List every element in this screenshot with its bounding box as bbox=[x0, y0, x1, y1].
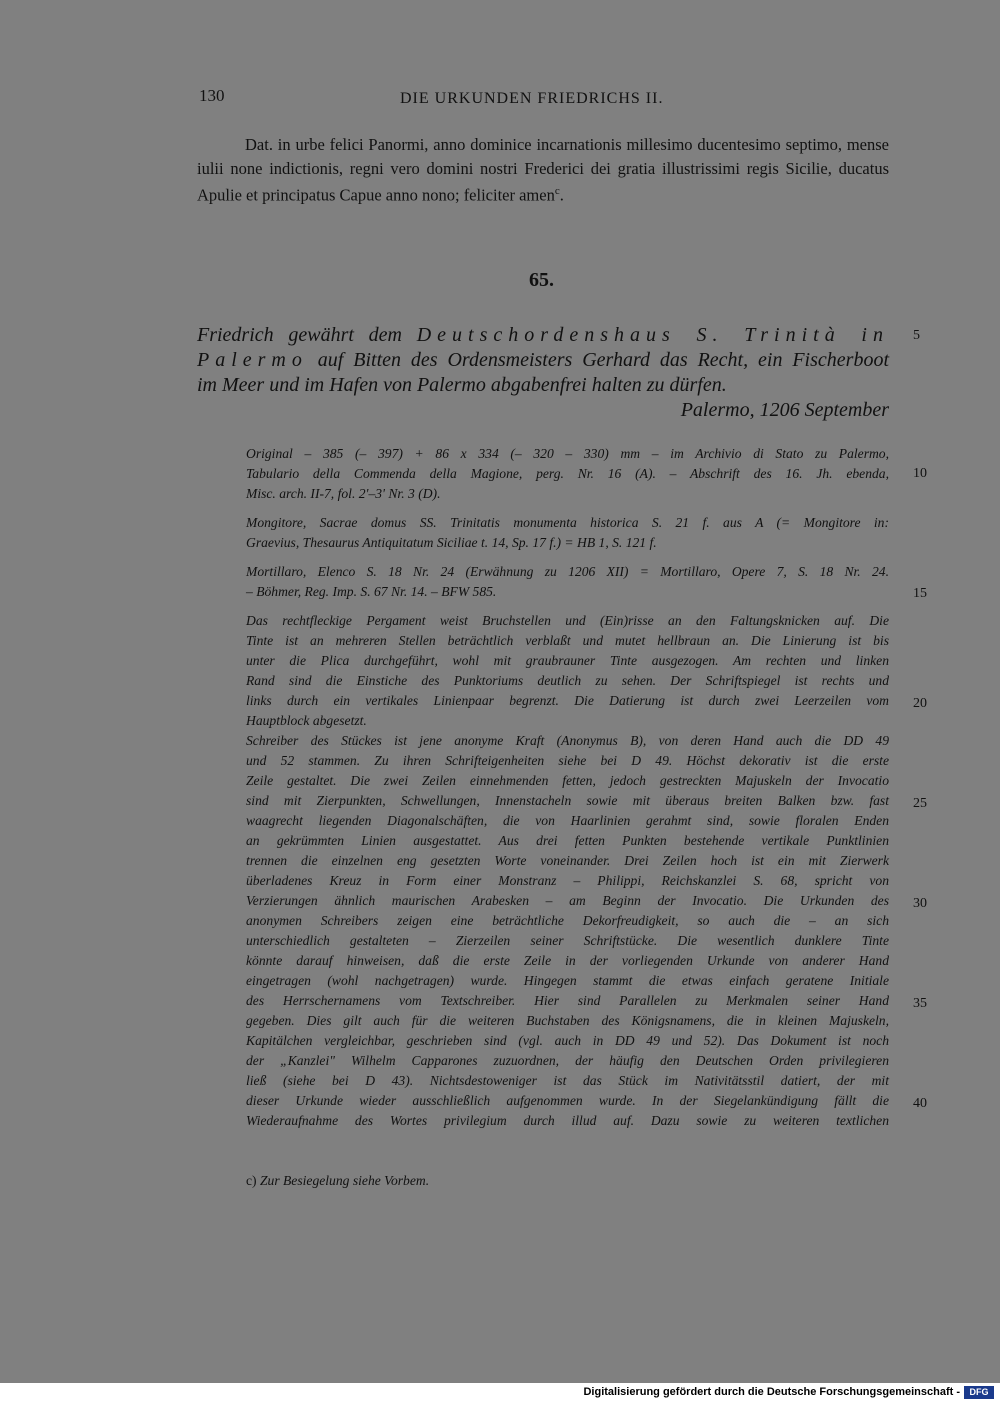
apparatus-editions bbox=[246, 513, 889, 553]
line-number: 5 bbox=[913, 328, 920, 343]
apparatus-line: Misc. arch. II-7, fol. 2'–3' Nr. 3 (D). bbox=[246, 486, 441, 501]
dfg-banner bbox=[0, 1383, 1000, 1403]
regest-date: Palermo, 1206 September bbox=[680, 399, 889, 421]
apparatus-line: ließ (siehe bei D 43). Nichtsdestoweniger ist das Stück im Nativitätsstil datiert, der mit bbox=[246, 1073, 889, 1088]
dating-clause-end: . bbox=[559, 185, 564, 205]
apparatus-line: trennen die einzelnen eng gesetzten Worte voneinander. Drei Zeilen hoch ist ein mit Zierwerk bbox=[246, 853, 889, 868]
apparatus-line: überladenes Kreuz in Form einer Monstranz – Philippi, Reichskanzlei S. 68, spricht von bbox=[246, 873, 889, 888]
apparatus-line: Mongitore, Sacrae domus SS. Trinitatis monumenta historica S. 21 f. aus A (= Mongitore in: bbox=[246, 515, 889, 530]
apparatus-line: der „Kanzlei" Wilhelm Capparones zuzuordnen, der häufig den Deutschen Orden privilegieren bbox=[246, 1053, 889, 1068]
regest-line-2 bbox=[197, 348, 889, 373]
dating-clause bbox=[197, 133, 889, 207]
apparatus-line: unter die Plica durchgeführt, wohl mit graubrauner Tinte ausgezogen. Am rechten und linken bbox=[246, 653, 889, 668]
dfg-banner-text: Digitalisierung gefördert durch die Deutsche Forschungsgemeinschaft - bbox=[583, 1386, 960, 1398]
apparatus-line: Kapitälchen vergleichbar, geschrieben sind (vgl. auch in DD 49 und 52). Das Dokument ist noch bbox=[246, 1033, 889, 1048]
regest-line-3: im Meer und im Hafen von Palermo abgabenfrei halten zu dürfen. bbox=[197, 374, 727, 396]
dfg-logo-icon: DFG bbox=[964, 1386, 994, 1399]
line-number: 25 bbox=[913, 796, 927, 811]
apparatus-line: des Herrschernamens vom Textschreiber. Hier sind Parallelen zu Merkmalen seiner Hand bbox=[246, 993, 889, 1008]
footnote-text: Zur Besiegelung siehe Vorbem. bbox=[256, 1173, 430, 1188]
document-number: 65. bbox=[529, 269, 554, 291]
apparatus-line: dieser Urkunde wieder ausschließlich aufgenommen wurde. In der Siegelankündigung fällt die bbox=[246, 1093, 889, 1108]
apparatus-line: könnte darauf hinweisen, daß die erste Zeile in der vorliegenden Urkunde von anderer Hand bbox=[246, 953, 889, 968]
apparatus-line: Das rechtfleckige Pergament weist Bruchstellen und (Ein)risse an den Faltungsknicken auf. Die bbox=[246, 613, 889, 628]
apparatus-line: Verzierungen ähnlich maurischen Arabesken – am Beginn der Invocatio. Die Urkunden des bbox=[246, 893, 889, 908]
apparatus-regesta bbox=[246, 562, 889, 602]
apparatus-line: Mortillaro, Elenco S. 18 Nr. 24 (Erwähnung zu 1206 XII) = Mortillaro, Opere 7, S. 18 Nr. 24. bbox=[246, 564, 889, 579]
regest-text: auf Bitten des Ordensmeisters Gerhard das Recht, ein Fischerboot bbox=[307, 349, 889, 371]
apparatus-line: an gekrümmten Linien ausgestattet. Aus drei fetten Punkten bestehende vertikale Punktlinien bbox=[246, 833, 889, 848]
page-number: 130 bbox=[199, 86, 225, 105]
line-number: 40 bbox=[913, 1096, 927, 1111]
apparatus-line: anonymen Schreibers zeigen eine beträchtliche Dekorfreudigkeit, so auch die – an sich bbox=[246, 913, 889, 928]
footnote bbox=[246, 1173, 429, 1189]
apparatus-line: links durch ein vertikales Linienpaar begrenzt. Die Datierung ist durch zwei Leerzeilen vom bbox=[246, 693, 889, 708]
footnote-reference: c bbox=[554, 185, 560, 197]
regest-spaced-name: Deutschordenshaus S. Trinità in bbox=[416, 324, 889, 346]
apparatus-transmission bbox=[246, 444, 889, 504]
apparatus-line: eingetragen (wohl nachgetragen) wurde. Hingegen stammt die etwas einfach geratene Initiale bbox=[246, 973, 889, 988]
apparatus-line: Tabulario della Commenda della Magione, perg. Nr. 16 (A). – Abschrift des 16. Jh. ebenda, bbox=[246, 466, 889, 481]
regest-text: Friedrich gewährt dem bbox=[197, 324, 417, 346]
apparatus-line: Original – 385 (– 397) + 86 x 334 (– 320 – 330) mm – im Archivio di Stato zu Palermo, bbox=[246, 446, 889, 461]
apparatus-line: unterschiedlich gestalteten – Zierzeilen seiner Schriftstücke. Die wesentlich dunklere Tinte bbox=[246, 933, 889, 948]
apparatus-line: und 52 stammen. Zu ihren Schrifteigenheiten siehe bei D 49. Höchst dekorativ ist die erste bbox=[246, 753, 889, 768]
footnote-mark: c) bbox=[246, 1173, 257, 1188]
dating-clause-text: Dat. in urbe felici Panormi, anno dominice incarnationis millesimo ducentesimo septimo, mense iulii none indictionis, regni vero domini nostri Frederici dei gratia illustrissimi regis Sicilie, ducatus Apulie et principatus Capue anno nono; feliciter amen bbox=[197, 135, 889, 205]
apparatus-line: Schreiber des Stückes ist jene anonyme Kraft (Anonymus B), von deren Hand auch die DD 49 bbox=[246, 733, 889, 748]
apparatus-line: sind mit Zierpunkten, Schwellungen, Innenstacheln sowie mit überaus breiten Balken bzw. fast bbox=[246, 793, 889, 808]
regest bbox=[197, 323, 889, 423]
line-number: 10 bbox=[913, 466, 927, 481]
apparatus-line: Tinte ist an mehreren Stellen beträchtlich verblaßt und mutet hellbraun an. Die Linierung ist bis bbox=[246, 633, 889, 648]
line-number: 15 bbox=[913, 586, 927, 601]
apparatus-line: Graevius, Thesaurus Antiquitatum Siciliae t. 14, Sp. 17 f.) = HB 1, S. 121 f. bbox=[246, 535, 657, 550]
apparatus-description bbox=[246, 611, 889, 1131]
line-number: 20 bbox=[913, 696, 927, 711]
apparatus-line: Rand sind die Einstiche des Punktoriums deutlich zu sehen. Der Schriftspiegel ist rechts und bbox=[246, 673, 889, 688]
apparatus bbox=[246, 444, 889, 1131]
regest-spaced-place: Palermo bbox=[197, 349, 308, 371]
apparatus-line: Hauptblock abgesetzt. bbox=[246, 713, 367, 728]
apparatus-line: Zeile gestaltet. Die zwei Zeilen einnehmenden fetten, jedoch gestreckten Majuskeln der Invocatio bbox=[246, 773, 889, 788]
apparatus-line: gegeben. Dies gilt auch für die weiteren Buchstaben des Königsnamens, die in kleinen Majuskeln, bbox=[246, 1013, 889, 1028]
apparatus-line: waagrecht liegenden Diagonalschäften, die von Haarlinien gerahmt sind, sowie floralen Enden bbox=[246, 813, 889, 828]
line-number: 30 bbox=[913, 896, 927, 911]
apparatus-line: Wiederaufnahme des Wortes privilegium durch illud auf. Dazu sowie zu weiteren textlichen bbox=[246, 1113, 889, 1128]
regest-line-1 bbox=[197, 323, 889, 348]
line-number: 35 bbox=[913, 996, 927, 1011]
apparatus-line: – Böhmer, Reg. Imp. S. 67 Nr. 14. – BFW 585. bbox=[246, 584, 497, 599]
running-title: DIE URKUNDEN FRIEDRICHS II. bbox=[400, 90, 664, 107]
